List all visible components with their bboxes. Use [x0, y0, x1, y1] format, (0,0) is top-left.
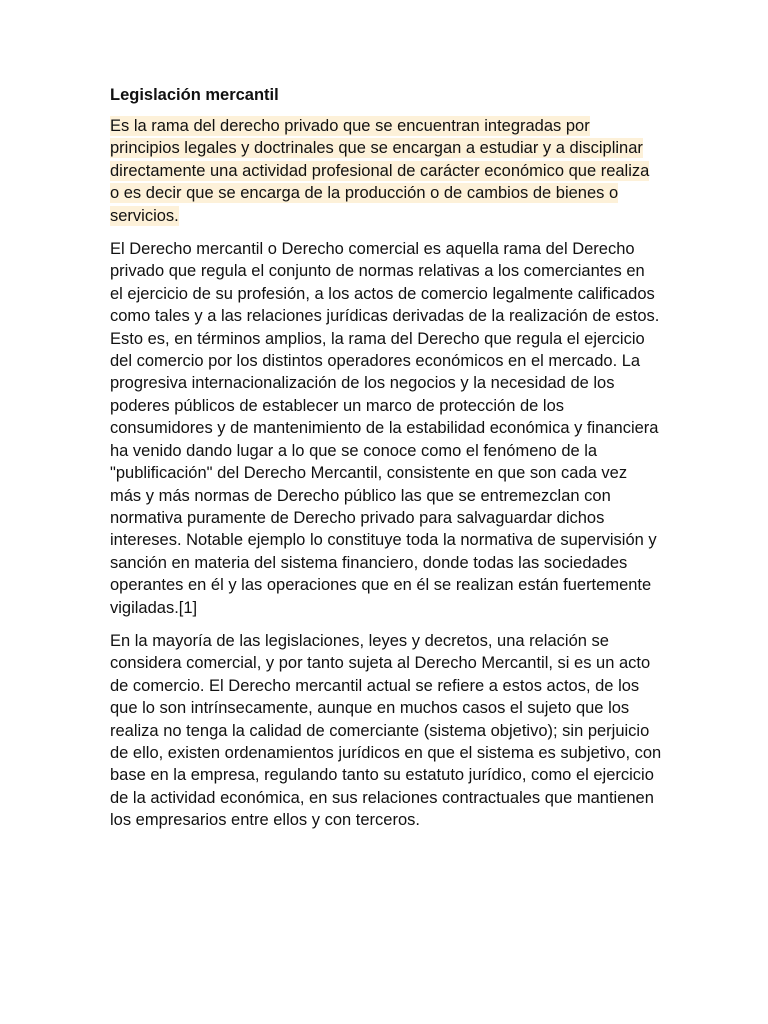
highlighted-text: Es la rama del derecho privado que se encuentran integradas por principios legales y doctrinales que se encargan a estudiar y a disciplinar directamente una actividad profesional de carácter económico que realiza o es decir que se encarga de la producción o de cambios de bienes o servicios.	[110, 117, 650, 225]
paragraph-legislaciones: En la mayoría de las legislaciones, leyes y decretos, una relación se considera comercial, y por tanto sujeta al Derecho Mercantil, si es un acto de comercio. El Derecho mercantil actual se refiere a estos actos, de los que lo son intrínsecamente, aunque en muchos casos el sujeto que los realiza no tenga la calidad de comerciante (sistema objetivo); sin perjuicio de ello, existen ordenamientos jurídicos en que el sistema es subjetivo, con base en la empresa, regulando tanto su estatuto jurídico, como el ejercicio de la actividad económica, en sus relaciones contractuales que mantienen los empresarios entre ellos y con terceros.	[110, 631, 662, 830]
paragraph-definition	[110, 115, 662, 227]
document-title: Legislación mercantil	[110, 86, 279, 104]
paragraph-derecho-mercantil: El Derecho mercantil o Derecho comercial es aquella rama del Derecho privado que regula el conjunto de normas relativas a los comerciantes en el ejercicio de su profesión, a los actos de comercio legalmente calificados como tales y a las relaciones jurídicas derivadas de la realización de estos. Esto es, en términos amplios, la rama del Derecho que regula el ejercicio del comercio por los distintos operadores económicos en el mercado. La progresiva internacionalización de los negocios y la necesidad de los poderes públicos de establecer un marco de protección de los consumidores y de mantenimiento de la estabilidad económica y financiera ha venido dando lugar a lo que se conoce como el fenómeno de la "publificación" del Derecho Mercantil, consistente en que son cada vez más y más normas de Derecho público las que se entremezclan con normativa puramente de Derecho privado para salvaguardar dichos intereses. Notable ejemplo lo constituye toda la normativa de supervisión y sanción en materia del sistema financiero, donde todas las sociedades operantes en él y las operaciones que en él se realizan están fuertemente vigiladas.[1]	[110, 240, 660, 617]
document-page	[110, 84, 662, 843]
